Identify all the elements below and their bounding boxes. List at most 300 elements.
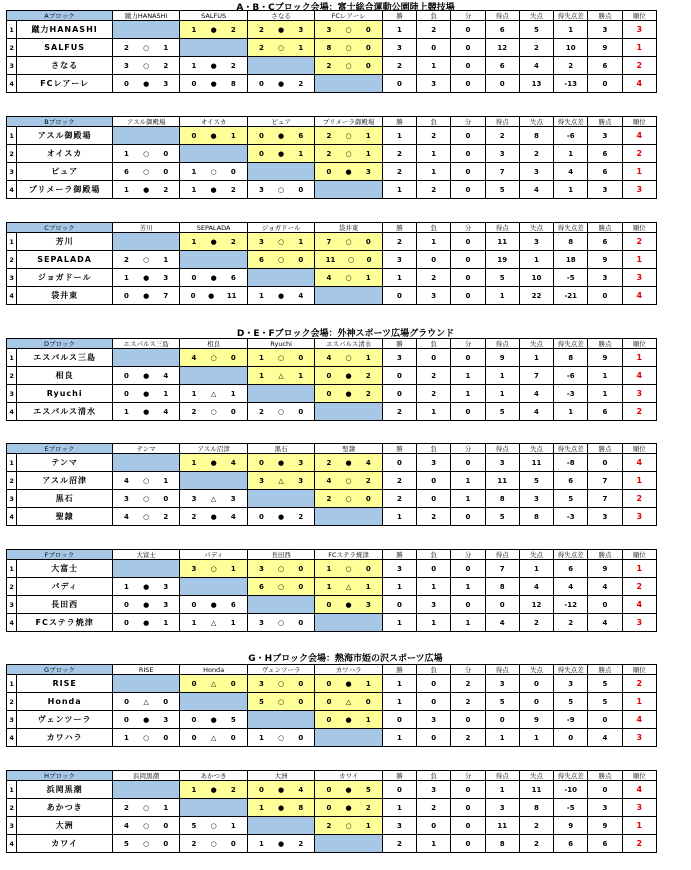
score: 2 [326,61,332,70]
score: 0 [365,43,371,52]
team-number: 3 [7,711,17,729]
score: 0 [258,785,264,794]
team-name: FCレアーレ [17,75,113,93]
team-row [7,403,657,421]
result-mark: ● [345,679,352,688]
score: 3 [259,476,264,485]
opponent-header: SEPALADA [180,223,247,233]
score: 0 [298,353,304,362]
stat-value: 3 [485,145,519,163]
result-mark: ○ [278,353,285,362]
stat-value: 1 [382,729,416,747]
block-table [6,222,657,305]
block-table [6,338,657,421]
result-mark: ○ [278,618,285,627]
team-name: 相良 [17,367,113,385]
team-number: 3 [7,596,17,614]
team-row [7,729,657,747]
stat-header: 失点 [519,223,553,233]
stat-value: 10 [554,39,588,57]
result-mark: ● [345,167,352,176]
result-mark: ● [278,839,285,848]
stat-value: 1 [382,127,416,145]
score: 0 [191,733,197,742]
stat-header: 負 [417,771,451,781]
stat-value: 5 [485,403,519,421]
stat-value: 8 [519,799,553,817]
score: 5 [258,697,264,706]
team-number: 1 [7,233,17,251]
diagonal-cell [112,560,179,578]
opponent-header: エスパルス三島 [112,339,179,349]
stat-value: 0 [451,233,485,251]
opponent-header: さなる [247,11,314,21]
team-name: エスパルス清水 [17,403,113,421]
stat-value: 6 [588,835,622,853]
team-number: 3 [7,817,17,835]
result-mark: ○ [345,61,352,70]
stat-value: 9 [588,39,622,57]
stat-value: 5 [554,693,588,711]
score: 2 [258,25,264,34]
stat-value: 0 [588,596,622,614]
team-row [7,385,657,403]
result-mark: ○ [143,167,150,176]
score: 4 [124,821,129,830]
stat-value: 0 [382,596,416,614]
team-number: 1 [7,560,17,578]
result-mark: △ [210,618,217,627]
match-result [315,596,382,614]
score: 3 [258,237,264,246]
stat-header: 勝点 [588,339,622,349]
opponent-header: 黒石 [247,444,314,454]
result-mark: ○ [345,149,352,158]
result-mark: ○ [143,476,150,485]
stat-header: 負 [417,550,451,560]
stat-header: 失点 [519,11,553,21]
diagonal-cell [315,729,382,747]
match-result [315,817,382,835]
score: 0 [230,167,236,176]
stat-value: 6 [588,57,622,75]
result-mark: △ [278,371,284,380]
result-mark: ● [345,803,352,812]
score: 0 [163,494,169,503]
rank-value: 2 [622,578,656,596]
result-mark: ● [278,149,285,158]
opponent-header: FCレアーレ [315,11,382,21]
stat-value: 4 [588,614,622,632]
block-table [6,549,657,632]
score: 0 [230,407,236,416]
team-number: 4 [7,508,17,526]
diagonal-cell [247,163,314,181]
stat-value: 7 [485,163,519,181]
stat-value: 2 [417,508,451,526]
stat-value: 6 [485,21,519,39]
stat-value: 11 [485,817,519,835]
stat-value: 2 [382,145,416,163]
score: 0 [230,733,236,742]
stat-value: 0 [451,181,485,199]
score: 0 [230,839,236,848]
team-number: 2 [7,251,17,269]
stat-value: -6 [554,367,588,385]
stat-value: 8 [485,490,519,508]
stat-value: 9 [485,349,519,367]
stat-header: 順位 [622,550,656,560]
result-mark: ● [278,803,285,812]
team-row [7,349,657,367]
stat-value: 2 [417,385,451,403]
team-number: 1 [7,454,17,472]
opponent-header: 聖隷 [315,444,382,454]
diagonal-cell [247,711,314,729]
result-mark: ● [278,458,285,467]
stat-header: 失点 [519,771,553,781]
stat-value: -21 [554,287,588,305]
team-row [7,596,657,614]
score: 1 [258,839,264,848]
team-number: 2 [7,145,17,163]
result-mark: ○ [345,237,352,246]
opponent-header: 芳川 [112,223,179,233]
stat-value: 8 [519,127,553,145]
stat-value: 11 [485,472,519,490]
diagonal-cell [247,817,314,835]
team-name: Honda [17,693,113,711]
result-mark: ● [278,291,285,300]
rank-value: 3 [622,21,656,39]
result-mark: ○ [210,353,217,362]
stat-value: 1 [519,729,553,747]
team-row [7,145,657,163]
score: 1 [298,149,304,158]
team-number: 4 [7,729,17,747]
result-mark: ○ [278,733,285,742]
score: 1 [163,43,169,52]
venue-title: D・E・Fブロック会場：外神スポーツ広場グラウンド [236,329,455,339]
diagonal-cell [315,508,382,526]
match-result [247,233,314,251]
stat-value: 0 [417,560,451,578]
score: 1 [163,803,169,812]
score: 1 [230,131,236,140]
score: 4 [163,407,169,416]
result-mark: ● [210,785,217,794]
score: 0 [326,715,332,724]
diagonal-cell [112,781,179,799]
result-mark: △ [210,389,217,398]
score: 0 [326,697,332,706]
result-mark: ○ [278,185,285,194]
match-result [180,454,247,472]
score: 0 [163,733,169,742]
diagonal-cell [112,21,179,39]
score: 1 [258,291,264,300]
stat-header: 分 [451,771,485,781]
result-mark: ○ [278,679,285,688]
result-mark: ○ [345,273,352,282]
stat-value: 2 [382,490,416,508]
result-mark: ● [210,237,217,246]
team-number: 1 [7,21,17,39]
match-result [180,287,247,305]
result-mark: ○ [143,43,150,52]
stat-header: 得点 [485,444,519,454]
match-result [315,127,382,145]
stat-value: 2 [519,614,553,632]
stat-value: 0 [417,490,451,508]
result-mark: ● [143,371,150,380]
stat-value: 0 [382,75,416,93]
score: 0 [365,237,371,246]
match-result [315,454,382,472]
stat-value: 1 [451,367,485,385]
stat-header: 得失点差 [554,117,588,127]
rank-value: 4 [622,781,656,799]
team-name: 聖隷 [17,508,113,526]
block-table [6,443,657,526]
match-result [112,367,179,385]
stat-value: 5 [554,490,588,508]
rank-value: 2 [622,490,656,508]
team-number: 4 [7,287,17,305]
team-number: 4 [7,835,17,853]
stat-value: 1 [417,835,451,853]
match-result [180,233,247,251]
rank-value: 1 [622,39,656,57]
rank-value: 4 [622,711,656,729]
match-result [315,711,382,729]
stat-value: 5 [588,675,622,693]
stat-value: 4 [588,729,622,747]
match-result [180,560,247,578]
block-name: Dブロック [7,339,113,349]
result-mark: ○ [345,25,352,34]
stat-value: 1 [588,367,622,385]
stat-value: 0 [588,287,622,305]
diagonal-cell [315,403,382,421]
stat-value: 0 [451,163,485,181]
stat-value: 6 [588,145,622,163]
stat-value: 3 [519,490,553,508]
stat-value: 7 [485,560,519,578]
stat-value: 1 [554,403,588,421]
stat-value: 0 [588,781,622,799]
match-result [315,560,382,578]
venue-title: A・B・Cブロック会場：富士総合運動公園陸上競技場 [236,3,455,13]
stat-value: -9 [554,711,588,729]
stat-value: 1 [417,163,451,181]
stat-value: 8 [554,349,588,367]
score: 3 [191,494,197,503]
match-result [112,711,179,729]
score: 0 [366,255,372,264]
stat-value: 0 [451,560,485,578]
match-result [180,781,247,799]
score: 0 [298,733,304,742]
score: 3 [163,715,169,724]
stat-value: 2 [417,367,451,385]
score: 2 [326,149,332,158]
score: 6 [230,600,236,609]
score: 6 [230,273,236,282]
rank-value: 1 [622,349,656,367]
match-result [315,145,382,163]
score: 5 [191,821,197,830]
rank-value: 2 [622,57,656,75]
team-name: ピュア [17,163,113,181]
stat-value: 1 [519,560,553,578]
opponent-header: Honda [180,665,247,675]
stat-header: 勝点 [588,11,622,21]
team-number: 1 [7,349,17,367]
score: 7 [326,237,332,246]
stat-value: 1 [417,57,451,75]
match-result [180,711,247,729]
score: 0 [191,131,197,140]
result-mark: ○ [143,494,150,503]
stat-header: 勝点 [588,223,622,233]
team-row [7,269,657,287]
score: 2 [365,371,371,380]
stat-value: 0 [382,711,416,729]
stat-header: 勝点 [588,665,622,675]
score: 6 [258,255,264,264]
result-mark: △ [345,697,352,706]
stat-value: 7 [519,367,553,385]
stat-header: 得失点差 [554,444,588,454]
result-mark: ○ [210,839,217,848]
match-result [247,578,314,596]
rank-value: 4 [622,454,656,472]
stat-value: 0 [519,675,553,693]
score: 1 [258,733,264,742]
stat-header: 勝点 [588,550,622,560]
stat-value: 2 [382,163,416,181]
score: 4 [230,512,236,521]
stat-value: 1 [519,349,553,367]
result-mark: ○ [278,43,285,52]
diagonal-cell [247,596,314,614]
match-result [315,251,382,269]
stat-value: 0 [451,57,485,75]
stat-value: 1 [382,799,416,817]
score: 1 [298,43,304,52]
stat-value: 9 [588,251,622,269]
team-number: 1 [7,127,17,145]
score: 11 [325,255,336,264]
score: 5 [124,839,129,848]
stat-value: 2 [519,835,553,853]
match-result [180,817,247,835]
diagonal-cell [180,472,247,490]
opponent-header: ジョガドール [247,223,314,233]
match-result [180,403,247,421]
score: 0 [365,494,371,503]
stat-header: 得失点差 [554,223,588,233]
score: 7 [163,291,169,300]
team-name: カワハラ [17,729,113,747]
match-result [112,385,179,403]
stat-header: 順位 [622,339,656,349]
match-result [247,181,314,199]
team-name: 大洲 [17,817,113,835]
stat-value: 1 [485,367,519,385]
result-mark: ○ [143,149,150,158]
score: 2 [124,255,129,264]
team-name: カワイ [17,835,113,853]
score: 3 [365,600,371,609]
stat-header: 得点 [485,11,519,21]
stat-value: 0 [451,349,485,367]
stat-header: 勝 [382,11,416,21]
match-result [180,181,247,199]
stat-value: 1 [417,403,451,421]
match-result [180,349,247,367]
score: 1 [258,803,264,812]
team-name: ヴェンツーラ [17,711,113,729]
score: 1 [326,582,332,591]
score: 2 [230,185,236,194]
stat-value: 3 [417,711,451,729]
stat-value: 3 [485,454,519,472]
match-result [315,367,382,385]
result-mark: ● [143,273,150,282]
match-result [180,490,247,508]
score: 4 [365,458,371,467]
stat-value: 2 [417,21,451,39]
team-row [7,472,657,490]
stat-value: 0 [451,508,485,526]
match-result [180,75,247,93]
result-mark: ○ [345,43,352,52]
score: 1 [191,25,197,34]
diagonal-cell [180,693,247,711]
result-mark: ○ [143,255,150,264]
stat-header: 順位 [622,223,656,233]
match-result [180,269,247,287]
stat-header: 得点 [485,117,519,127]
stat-value: 2 [485,127,519,145]
diagonal-cell [247,490,314,508]
team-number: 2 [7,578,17,596]
stat-value: -3 [554,385,588,403]
match-result [247,835,314,853]
opponent-header: 袋井東 [315,223,382,233]
stat-value: 9 [588,817,622,835]
rank-value: 3 [622,385,656,403]
stat-value: 18 [554,251,588,269]
team-name: SEPALADA [17,251,113,269]
stat-value: -5 [554,269,588,287]
stat-value: 12 [485,39,519,57]
stat-value: 0 [451,39,485,57]
score: 0 [124,389,129,398]
diagonal-cell [112,127,179,145]
score: 0 [326,785,332,794]
stat-value: 3 [519,233,553,251]
stat-value: 0 [451,127,485,145]
stat-value: 3 [485,799,519,817]
stat-value: 3 [417,781,451,799]
rank-value: 2 [622,675,656,693]
match-result [247,560,314,578]
stat-value: 0 [451,75,485,93]
match-result [315,385,382,403]
